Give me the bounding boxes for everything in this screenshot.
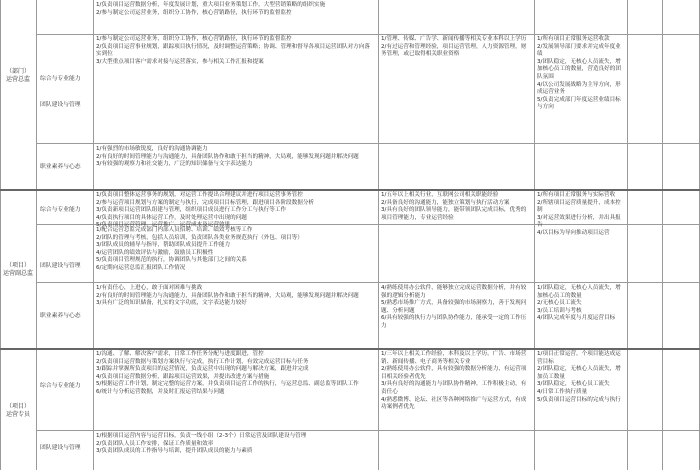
section-divider (0, 189, 700, 191)
responsibility-cell: 1/有强烈的市场敏锐度，良好的沟通协调能力 2/有良好的时间管理能力与沟通能力，具备团队协作和敢于担当的精神，大局观，能够发现问题并解决问题 3/有较强的观察力和社交能力，广泛的知识储备与文字表达能力 (96, 146, 359, 168)
grid-line (36, 282, 699, 283)
role-label-ops-specialist: （项目） 运营专员 (5, 403, 30, 418)
responsibility-cell: 1/负责项目整体运营事务的规划，对运营工作提出合理建议并进行项目运营事务管控 2/参与运营项目规划与方案的制定与执行，完成项目目标管理，跟进项目各阶段数据分析 3/负责新项目运营团队组建与管理，组织项目成员进行工作分工与执行等工作 4/负责执行项目的具体运营工作，及时处理运营中出现的问题 5/负责项目运营管理，运营推广，运营成本及运营效果 (96, 192, 315, 229)
responsibility-cell: 1/负责项目运营数据分析，年度发展计划，重大项目业务策划工作，大型营销策略的组织实施 2/参与制定公司运营业务，组织分工协作，核心营销路径，执行环节的监督监控 (96, 2, 326, 16)
section-divider (0, 348, 700, 350)
responsibility-cell: 1/沟通、了解、解决客户需求，日常工作任务分配与进度跟进，管控 2/负责项目运营数据与策划方案执行与完成，执行工作计划，有效完成运营目标与任务 3/跟踪并掌握所负责项目的运营情况，负责运营中出现的问题与解决方案，跟进并完成 4/负责项目运营数据分析，跟踪项目运营效果，并提出改进方案与措施 5/根据运营工作计划，制定完整的运营方案，并负责项目运营工作的执行，与运营总监、副总监等团队工作 6/统计与分析运营数据，并及时汇报运营结果与问题 (96, 351, 359, 395)
category-label: 综合与专业能力 (40, 207, 81, 213)
category-label: 职业素养与心态 (40, 164, 81, 170)
responsibility-cell: 1/根据项目运营内容与运营目标，负责一线小组（2-3个）日常运营及团队建设与管理 2/负责团队人员工作安排，保证工作质量和效率 3/负责团队成员的工作指导与培训，提升团队成员的能力与素质 (96, 433, 307, 455)
grid-line (36, 143, 699, 144)
kpi-cell: 1/团队稳定，无核心人员流失，增加核心员工的数量 2/无核心员工流失 3/员工培训与考核 4/团队完成年度与月度运营目标 (537, 285, 621, 322)
requirement-cell: 1/三年以上相关工作经验，本科及以上学历，广告、市场营销、新闻传播、电子商务等相关专业 2/熟练使用办公软件，具有较强的数据分析能力，有运营项目相关经验者优先 3/具有良好的沟通能力与团队协作精神，工作积极主动，有责任心 4/熟悉微博、论坛、社区等各种网络推广与运营方式，有成功案例者优先 (381, 351, 527, 411)
requirement-cell: 4/熟练使用办公软件，能够独立完成运营数据分析，并有较强的逻辑分析能力 5/熟悉市场推广方式，具备较强的市场洞察力，善于发现问题、分析问题 6/具有较强的执行力与团队协作能力，能承受一定的工作压力 (381, 285, 527, 329)
category-label: 综合与专业能力 (40, 383, 81, 389)
grid-line (662, 0, 663, 470)
category-label: 综合与专业能力 (40, 76, 81, 82)
grid-line (378, 0, 379, 470)
kpi-cell: 1/项目正常运营，个项目能达成运营目标 2/团队稳定，无核心人员流失，增加员工数量 3/团队稳定，无核心员工流失 4/日常工作执行质量 5/负责项目运营目标的完成与执行 (537, 351, 621, 403)
responsibility-cell: 1/参与制定公司运营业务，组织分工协作，核心营销路径，执行环节的监督监控 2/负责项目运营事业规划，跟踪项目执行情况，及时调整运营策略；协调、管理和督导各项目运营团队对方向落实到位 3/大型重点项目客户需求对接与运营落实，参与相关工作汇报和提案 (96, 36, 370, 65)
role-label-ops-deputy-director: （项目） 运营副总监 (2, 262, 33, 277)
kpi-cell: 1/所有项目正常服务与实际营收 2/所辖项目运营质量提升，成本控制 3/对运营效果进行分析，并出具报告 4/以目标为导向推动项目运营 (537, 192, 621, 236)
responsibility-cell: 1/有责任心，上进心，敢于面对困难与挑战 2/有良好的时间管理能力与沟通能力，具备团队协作和敢于担当的精神，大局观，能够发现问题并解决问题 3/具有广泛的知识储备，扎实的文字功底，文字表达能力较好 (96, 285, 359, 307)
category-label: 团队建设与管理 (40, 445, 81, 451)
requirement-cell: 1/管理、传媒、广告学、新闻传播等相关专业本科以上学历 2/有过运营和管理经验，项目运营管理，人力资源管理，财务管理，或已取得相关职业资格 (381, 36, 527, 58)
grid-line (534, 0, 535, 470)
grid-line (36, 0, 37, 470)
grid-line (93, 0, 94, 470)
grid-line (627, 0, 628, 470)
category-label: 团队建设与管理 (40, 263, 81, 269)
kpi-cell: 1/所有项目正常服务运营收款 2/发展领导部门要求并完成年度业绩 3/团队稳定，无核心人员流失，增加核心员工的数量，营造良好的团队氛围 4/以公司发展战略为主导方向，形成运营业务 5/负责完成部门年度运营业绩目标与方向 (537, 36, 621, 111)
grid-line (36, 34, 699, 35)
responsibility-cell: 1/配合运营总监完成部门内部人员招聘、培训、绩效考核等工作 2/团队的管理与考核，包括人员培训，负责团队各类业务规范执行（外包、项目等） 3/团队成员的辅导与指导，帮助团队成员提升工作能力 4/运营团队的绩效评估与激励，鼓励员工积极性 5/负责项目管理规范的执行，协调团队与其他部门之间的关系 6/定期向运营总监汇报团队工作情况 (96, 227, 303, 271)
category-label: 职业素养与心态 (40, 313, 81, 319)
category-label: 团队建设与管理 (40, 102, 81, 108)
role-label-ops-director: （部门） 运营总监 (5, 68, 30, 83)
requirement-cell: 1/五年以上相关行业，互联网公司相关职能经验 2/具备良好的沟通能力，能独立策划与执行活动方案 3/具有良好的团队领导能力，能带领团队完成目标，优秀的项目管理能力，专业运营经验 (381, 192, 527, 221)
